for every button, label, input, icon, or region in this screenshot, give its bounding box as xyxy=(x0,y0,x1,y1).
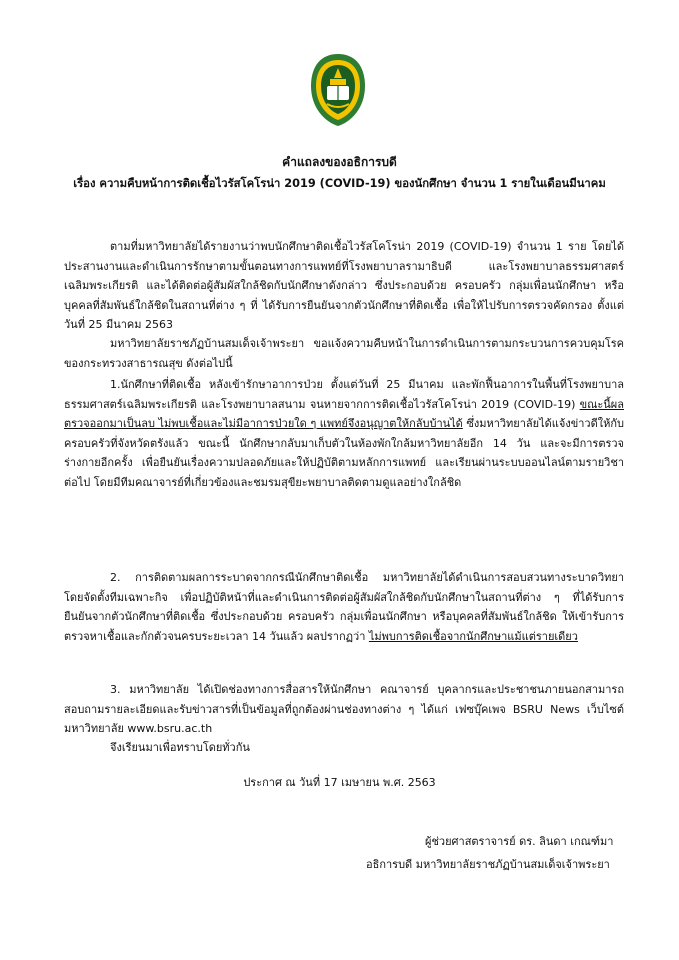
signer-position: อธิการบดี มหาวิทยาลัยราชภัฏบ้านสมเด็จเจ้าพระยา xyxy=(366,858,610,871)
item-2-text xyxy=(64,568,624,646)
seal-crown-band xyxy=(330,79,346,85)
item-1-paragraph xyxy=(64,375,624,493)
item-2-underlined: ไม่พบการติดเชื้อจากนักศึกษาแม้แต่รายเดียว xyxy=(368,629,578,643)
announcement-date: ประกาศ ณ วันที่ 17 เมษายน พ.ศ. 2563 xyxy=(243,776,436,789)
statement-subject: เรื่อง ความคืบหน้าการติดเชื้อไวรัสโคโรน่า 2019 (COVID-19) ของนักศึกษา จำนวน 1 รายในเดือนมีนาคม xyxy=(73,177,606,190)
mission-text: มหาวิทยาลัยราชภัฏบ้านสมเด็จเจ้าพระยา ขอแจ้งความคืบหน้าในการดำเนินการตามกระบวนการควบคุมโรคของกระทรวงสาธารณสุข ดังต่อไปนี้ xyxy=(64,337,624,370)
item-1-text xyxy=(64,375,624,493)
item-1-after: ซึ่งมหาวิทยาลัยได้แจ้งข่าวดีให้กับครอบครัวที่จังหวัดตรังแล้ว ขณะนี้ นักศึกษากลับมาเก็บตัวในห้องพักใกล้มหาวิทยาลัยอีก 14 วัน และจะมีการตรวจร่างกายอีกครั้ง เพื่อยืนยันเรื่องความปลอดภัยและให้ปฏิบัติตามหลักการแพทย์ และเรียนผ่านระบบออนไลน์ตามรายวิชาต่อไป โดยมีทีมคณาจารย์ที่เกี่ยวข้องและชมรมสุขียะพยาบาลติดตามดูแลอย่างใกล้ชิด xyxy=(64,417,624,489)
item-3-paragraph xyxy=(64,680,624,739)
mission-paragraph xyxy=(64,334,624,373)
university-seal-logo xyxy=(309,52,367,128)
signer-name: ผู้ช่วยศาสตราจารย์ ดร. ลินดา เกณฑ์มา xyxy=(425,835,614,848)
statement-title: คำแถลงของอธิการบดี xyxy=(282,155,397,169)
closing-paragraph xyxy=(64,738,624,758)
item-3-text: 3. มหาวิทยาลัย ได้เปิดช่องทางการสื่อสารให้นักศึกษา คณาจารย์ บุคลากรและประชาชนภายนอกสามารถสอบถามรายละเอียดและรับข่าวสารที่เป็นข้อมูลที่ถูกต้องผ่านช่องทางต่าง ๆ ได้แก่ เฟซบุ๊คเพจ BSRU News เว็บไซต์มหาวิทยาลัย www.bsru.ac.th xyxy=(64,683,624,736)
intro-text: ตามที่มหาวิทยาลัยได้รายงานว่าพบนักศึกษาติดเชื้อไวรัสโคโรน่า 2019 (COVID-19) จำนวน 1 ราย โดยได้ประสานงานและดำเนินการรักษาตามขั้นตอนทางการแพทย์ที่โรงพยาบาลรามาธิบดี และโรงพยาบาลธรรมศาสตร์เฉลิมพระเกียรติ และได้ติดต่อผู้สัมผัสใกล้ชิดกับนักศึกษาดังกล่าว ซึ่งประกอบด้วย ครอบครัว กลุ่มเพื่อนนักศึกษา หรือบุคคลที่สัมพันธ์ใกล้ชิดในสถานที่ต่าง ๆ ที่ ได้รับการยืนยันจากตัวนักศึกษาที่ติดเชื้อ เพื่อให้ไปรับการตรวจคัดกรอง ตั้งแต่วันที่ 25 มีนาคม 2563 xyxy=(64,240,624,332)
item-2-before: 2. การติดตามผลการระบาดจากกรณีนักศึกษาติดเชื้อ มหาวิทยาลัยได้ดำเนินการสอบสวนทางระบาดวิทยา โดยจัดตั้งทีมเฉพาะกิจ เพื่อปฏิบัติหน้าที่และดำเนินการติดต่อผู้สัมผัสใกล้ชิดกับนักศึกษาในสถานที่ต่าง ๆ ที่ได้รับการยืนยันจากตัวนักศึกษาที่ติดเชื้อ ซึ่งประกอบด้วย ครอบครัว กลุ่มเพื่อนนักศึกษา หรือบุคคลที่สัมพันธ์ใกล้ชิด ให้เข้ารับการตรวจหาเชื้อและกักตัวจนครบระยะเวลา 14 วันแล้ว ผลปรากฏว่า xyxy=(64,571,624,643)
intro-paragraph xyxy=(64,237,624,335)
closing-text: จึงเรียนมาเพื่อทราบโดยทั่วกัน xyxy=(110,741,250,754)
item-2-paragraph xyxy=(64,568,624,646)
item-1-underlined: ขณะนี้ผลตรวจออกมาเป็นลบ ไม่พบเชื้อและไม่มีอาการป่วยใด ๆ แพทย์จึงอนุญาตให้กลับบ้านได้ xyxy=(64,397,624,431)
item-1-before: 1.นักศึกษาที่ติดเชื้อ หลังเข้ารักษาอาการป่วย ตั้งแต่วันที่ 25 มีนาคม และพักฟื้นอาการในพื้นที่โรงพยาบาลธรรมศาสตร์เฉลิมพระเกียรติ และโรงพยาบาลสนาม จนหายจากการติดเชื้อไวรัสโคโรน่า 2019 (COVID-19) xyxy=(64,378,624,411)
